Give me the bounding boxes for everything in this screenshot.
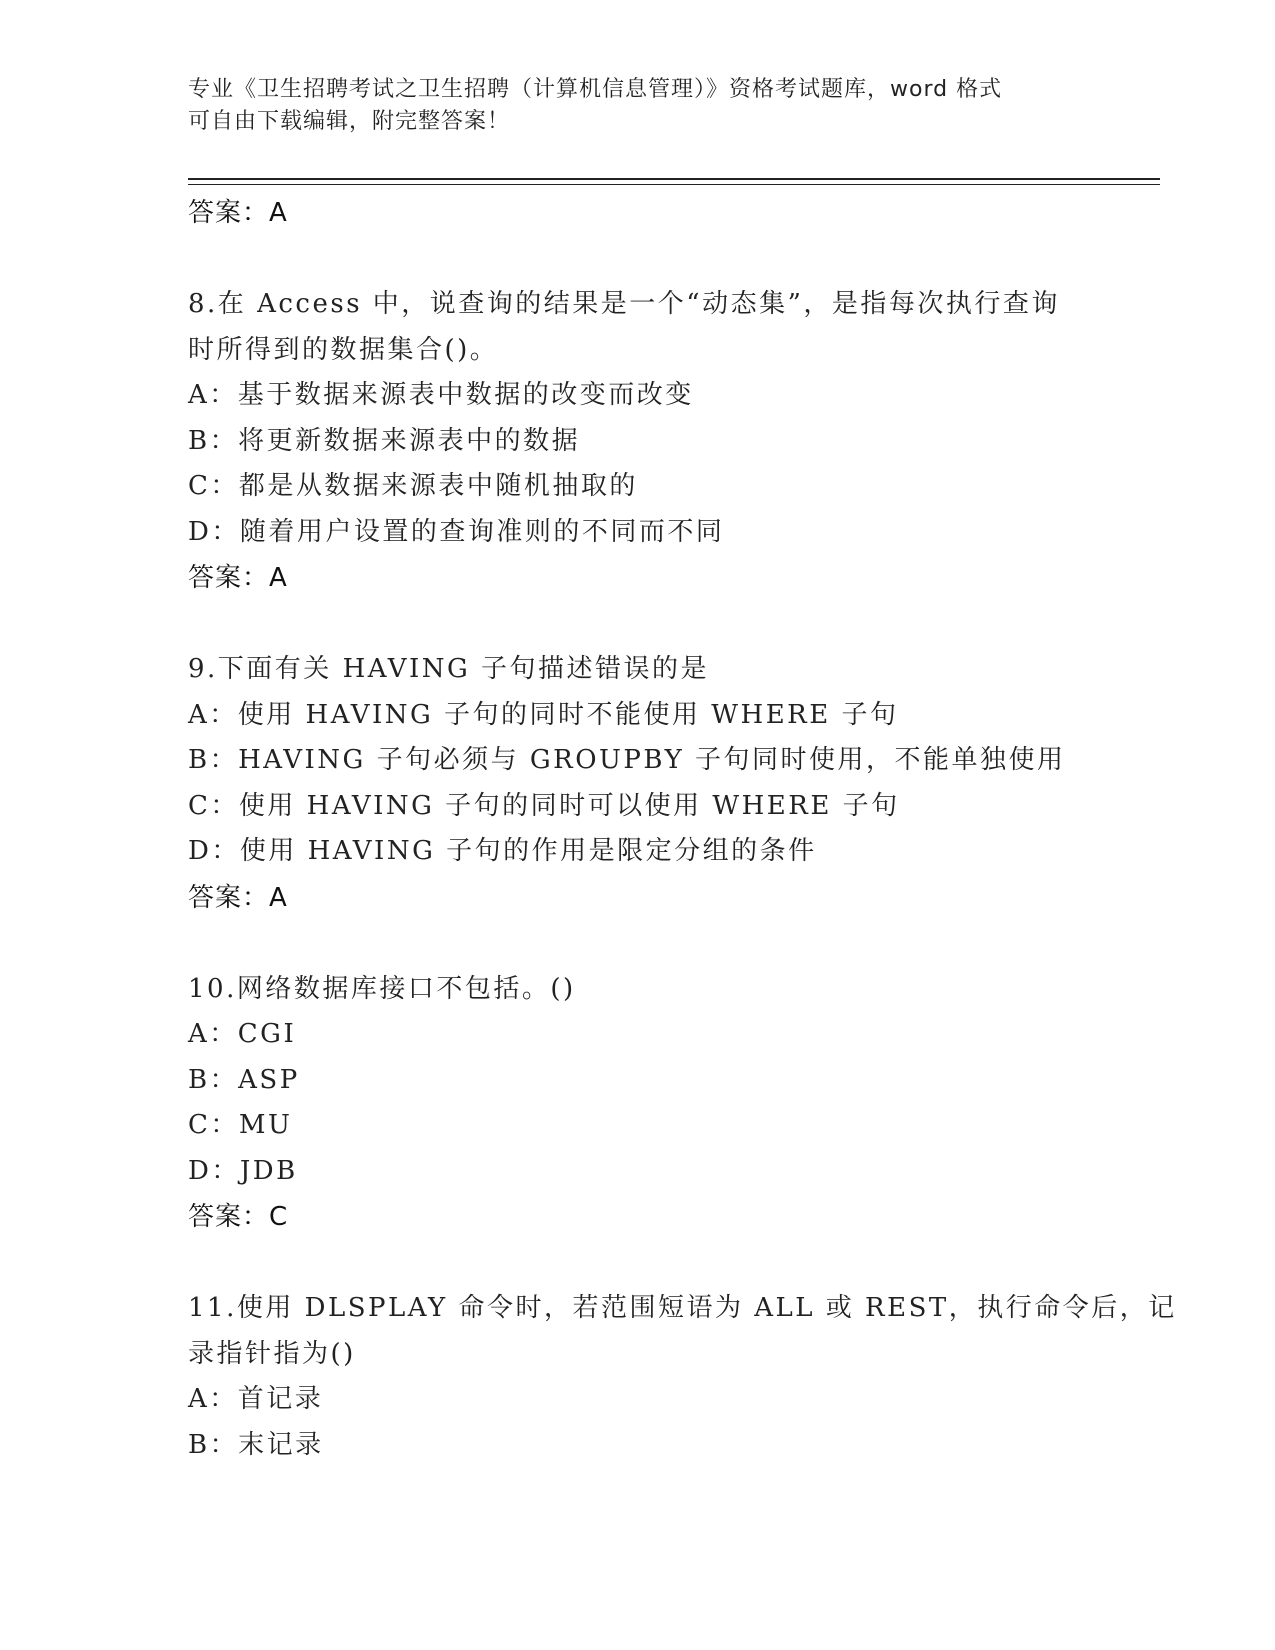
option-a: A：CGI bbox=[188, 1019, 297, 1049]
question-8 bbox=[188, 282, 1108, 601]
option-b: B：HAVING 子句必须与 GROUPBY 子句同时使用，不能单独使用 bbox=[188, 745, 1066, 775]
option-b: B：将更新数据来源表中的数据 bbox=[188, 425, 581, 456]
document-header bbox=[188, 74, 1088, 138]
document-body bbox=[188, 190, 1177, 1468]
answer-line: 答案：A bbox=[188, 563, 288, 593]
question-stem-continued: 录指针指为() bbox=[188, 1338, 356, 1369]
option-d: D：随着用户设置的查询准则的不同而不同 bbox=[188, 516, 725, 547]
question-stem-continued: 时所得到的数据集合()。 bbox=[188, 334, 499, 365]
header-divider-thin bbox=[188, 184, 1160, 185]
option-a: A：基于数据来源表中数据的改变而改变 bbox=[188, 380, 694, 410]
question-stem: 10.网络数据库接口不包括。() bbox=[188, 973, 576, 1004]
answer-line: 答案：C bbox=[188, 1202, 289, 1232]
option-c: C：使用 HAVING 子句的同时可以使用 WHERE 子句 bbox=[188, 790, 900, 821]
option-b: B：ASP bbox=[188, 1064, 300, 1095]
option-a: A：使用 HAVING 子句的同时不能使用 WHERE 子句 bbox=[188, 699, 899, 730]
question-10 bbox=[188, 967, 1108, 1241]
question-9 bbox=[188, 647, 1108, 921]
question-stem: 8.在 Access 中，说查询的结果是一个“动态集”，是指每次执行查询 bbox=[188, 289, 1060, 319]
spacer bbox=[188, 921, 1108, 967]
option-c: C：都是从数据来源表中随机抽取的 bbox=[188, 471, 638, 501]
spacer bbox=[188, 1240, 1108, 1286]
option-c: C：MU bbox=[188, 1110, 293, 1140]
option-a: A：首记录 bbox=[188, 1384, 324, 1414]
question-11 bbox=[188, 1286, 1177, 1468]
option-b: B：末记录 bbox=[188, 1429, 324, 1460]
question-stem: 11.使用 DLSPLAY 命令时，若范围短语为 ALL 或 REST，执行命令后，记 bbox=[188, 1293, 1177, 1323]
header-title-line-1: 专业《卫生招聘考试之卫生招聘（计算机信息管理）》资格考试题库，word 格式 bbox=[188, 77, 1003, 102]
spacer bbox=[188, 601, 1108, 647]
answer-line: 答案：A bbox=[188, 198, 288, 228]
question-stem: 9.下面有关 HAVING 子句描述错误的是 bbox=[188, 654, 710, 684]
spacer bbox=[188, 236, 1108, 282]
answer-line: 答案：A bbox=[188, 882, 288, 913]
option-d: D：JDB bbox=[188, 1155, 298, 1186]
header-title-line-2: 可自由下载编辑，附完整答案！ bbox=[188, 109, 511, 134]
option-d: D：使用 HAVING 子句的作用是限定分组的条件 bbox=[188, 836, 817, 866]
header-divider-thick bbox=[188, 178, 1160, 180]
